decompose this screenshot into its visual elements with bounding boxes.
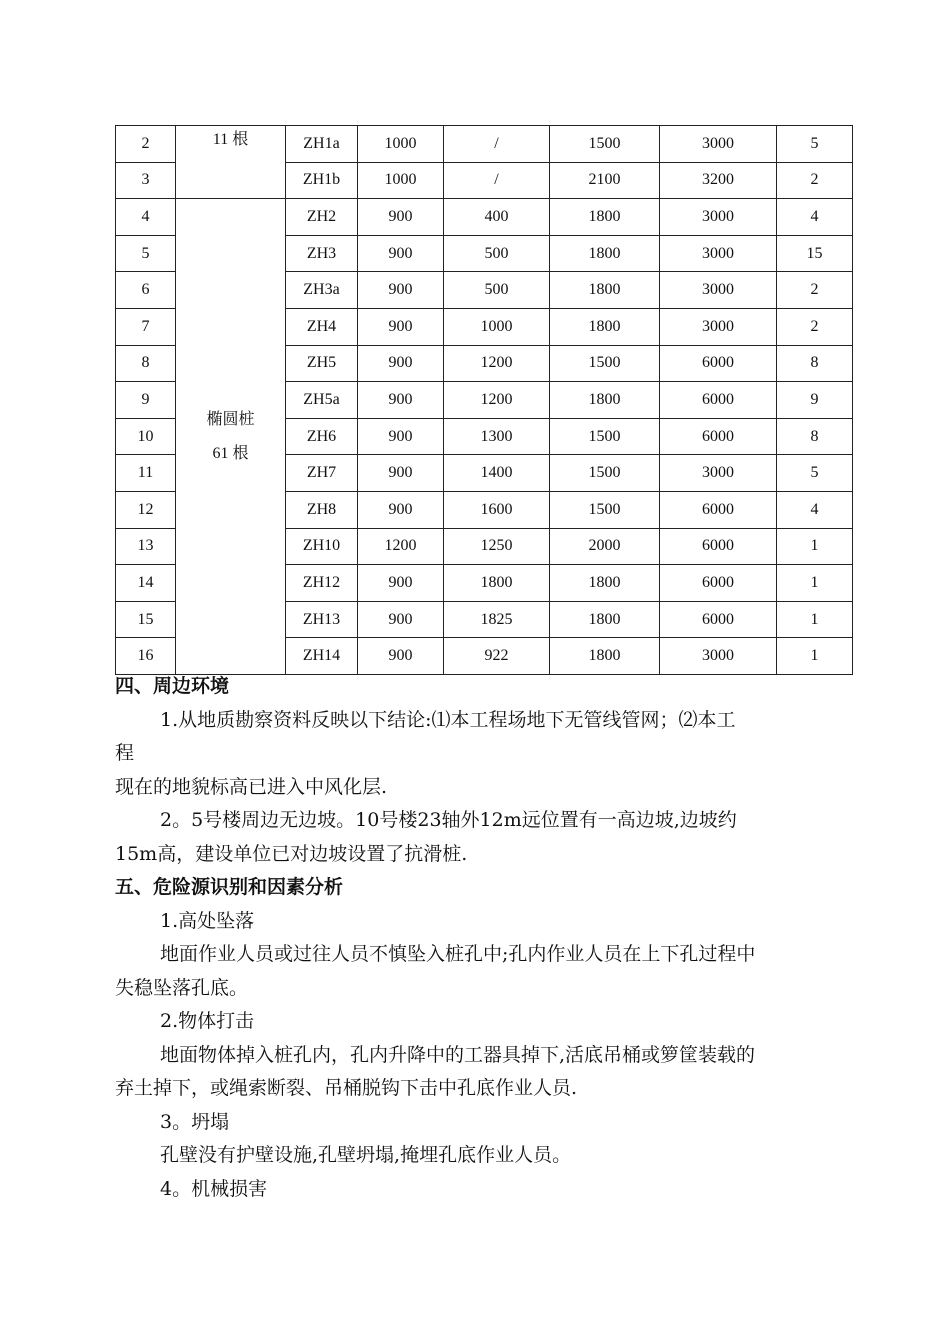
cell-no: 12	[116, 491, 176, 528]
cell-value: 1200	[358, 528, 444, 565]
group-count: 61 根	[212, 444, 249, 462]
cell-count: 15	[777, 235, 853, 272]
cell-code: ZH6	[286, 418, 358, 455]
cell-count: 8	[777, 345, 853, 382]
cell-no: 5	[116, 235, 176, 272]
cell-value: 900	[358, 308, 444, 345]
subheading-fall: 1.高处坠落	[160, 909, 255, 932]
cell-count: 4	[777, 199, 853, 236]
cell-value: 6000	[660, 382, 777, 419]
cell-value: 1500	[550, 455, 660, 492]
cell-group: 11 根	[176, 126, 286, 199]
cell-no: 14	[116, 565, 176, 602]
section-heading-environment: 四、周边环境	[115, 675, 230, 697]
cell-value: 3000	[660, 126, 777, 163]
cell-value: 6000	[660, 345, 777, 382]
cell-value: 1200	[444, 345, 550, 382]
paragraph-line: 地面作业人员或过往人员不慎坠入桩孔中;孔内作业人员在上下孔过程中	[160, 943, 756, 965]
cell-value: 1800	[550, 565, 660, 602]
paragraph-line: 地面物体掉入桩孔内，孔内升降中的工器具掉下,活底吊桶或箩筐装载的	[160, 1043, 756, 1066]
cell-value: 900	[358, 565, 444, 602]
paragraph-line: 15m高，建设单位已对边坡设置了抗滑桩.	[115, 842, 468, 865]
cell-no: 6	[116, 272, 176, 309]
cell-value: 900	[358, 455, 444, 492]
cell-count: 8	[777, 418, 853, 455]
cell-code: ZH10	[286, 528, 358, 565]
cell-code: ZH1a	[286, 126, 358, 163]
cell-value: 1250	[444, 528, 550, 565]
cell-value: /	[444, 126, 550, 163]
paragraph-line: 程	[115, 742, 135, 764]
cell-value: 1500	[550, 491, 660, 528]
cell-value: 2000	[550, 528, 660, 565]
cell-count: 4	[777, 491, 853, 528]
section-heading-hazards: 五、危险源识别和因素分析	[115, 876, 344, 898]
cell-count: 1	[777, 528, 853, 565]
cell-value: /	[444, 162, 550, 199]
cell-value: 900	[358, 491, 444, 528]
cell-value: 400	[444, 199, 550, 236]
cell-no: 9	[116, 382, 176, 419]
cell-value: 1500	[550, 418, 660, 455]
cell-value: 3000	[660, 308, 777, 345]
cell-count: 1	[777, 565, 853, 602]
cell-value: 900	[358, 272, 444, 309]
cell-no: 8	[116, 345, 176, 382]
cell-code: ZH3a	[286, 272, 358, 309]
cell-no: 2	[116, 126, 176, 163]
subheading-mechanical: 4。机械损害	[160, 1177, 268, 1200]
cell-value: 900	[358, 345, 444, 382]
table-row	[116, 126, 853, 163]
document-body	[115, 670, 865, 1206]
subheading-collapse: 3。坍塌	[160, 1110, 230, 1133]
cell-value: 900	[358, 601, 444, 638]
cell-code: ZH8	[286, 491, 358, 528]
cell-value: 900	[358, 418, 444, 455]
cell-code: ZH13	[286, 601, 358, 638]
cell-value: 1600	[444, 491, 550, 528]
cell-value: 6000	[660, 491, 777, 528]
cell-count: 5	[777, 126, 853, 163]
cell-value: 1825	[444, 601, 550, 638]
cell-no: 11	[116, 455, 176, 492]
cell-value: 3000	[660, 272, 777, 309]
cell-value: 3000	[660, 235, 777, 272]
cell-value: 900	[358, 382, 444, 419]
cell-value: 1800	[550, 235, 660, 272]
cell-no: 13	[116, 528, 176, 565]
table-row	[116, 199, 853, 236]
cell-value: 1000	[358, 126, 444, 163]
cell-value: 500	[444, 272, 550, 309]
cell-value: 3000	[660, 455, 777, 492]
paragraph-line: 2。5号楼周边无边坡。10号楼23轴外12m远位置有一高边坡,边坡约	[160, 809, 737, 831]
cell-code: ZH4	[286, 308, 358, 345]
cell-value: 900	[358, 235, 444, 272]
cell-value: 1500	[550, 126, 660, 163]
cell-count: 2	[777, 308, 853, 345]
cell-value: 1000	[444, 308, 550, 345]
cell-value: 6000	[660, 565, 777, 602]
cell-value: 6000	[660, 601, 777, 638]
cell-value: 3200	[660, 162, 777, 199]
cell-value: 1500	[550, 345, 660, 382]
cell-value: 900	[358, 638, 444, 675]
cell-value: 922	[444, 638, 550, 675]
pile-spec-table	[115, 125, 853, 675]
cell-count: 1	[777, 601, 853, 638]
cell-code: ZH7	[286, 455, 358, 492]
cell-code: ZH5	[286, 345, 358, 382]
cell-value: 6000	[660, 418, 777, 455]
cell-count: 9	[777, 382, 853, 419]
cell-value: 1800	[444, 565, 550, 602]
paragraph-line: 失稳坠落孔底。	[115, 976, 249, 999]
paragraph-line: 弃土掉下，或绳索断裂、吊桶脱钩下击中孔底作业人员.	[115, 1077, 578, 1099]
cell-value: 1800	[550, 272, 660, 309]
cell-value: 900	[358, 199, 444, 236]
cell-no: 4	[116, 199, 176, 236]
cell-code: ZH14	[286, 638, 358, 675]
cell-code: ZH5a	[286, 382, 358, 419]
cell-no: 10	[116, 418, 176, 455]
cell-count: 2	[777, 162, 853, 199]
cell-value: 1000	[358, 162, 444, 199]
cell-value: 1200	[444, 382, 550, 419]
group-name: 椭圆桩	[206, 410, 255, 428]
cell-value: 6000	[660, 528, 777, 565]
cell-value: 3000	[660, 638, 777, 675]
cell-value: 1800	[550, 308, 660, 345]
cell-no: 16	[116, 638, 176, 675]
cell-code: ZH2	[286, 199, 358, 236]
cell-no: 15	[116, 601, 176, 638]
cell-value: 3000	[660, 199, 777, 236]
cell-value: 2100	[550, 162, 660, 199]
paragraph-line: 孔壁没有护壁设施,孔壁坍塌,掩埋孔底作业人员。	[160, 1144, 572, 1166]
cell-count: 1	[777, 638, 853, 675]
paragraph-line: 现在的地貌标高已进入中风化层.	[115, 775, 388, 798]
cell-value: 1800	[550, 601, 660, 638]
cell-value: 1400	[444, 455, 550, 492]
subheading-object-strike: 2.物体打击	[160, 1010, 255, 1032]
cell-value: 1800	[550, 638, 660, 675]
cell-code: ZH12	[286, 565, 358, 602]
cell-count: 2	[777, 272, 853, 309]
cell-value: 500	[444, 235, 550, 272]
cell-no: 7	[116, 308, 176, 345]
cell-code: ZH3	[286, 235, 358, 272]
cell-count: 5	[777, 455, 853, 492]
cell-code: ZH1b	[286, 162, 358, 199]
paragraph-line: 1.从地质勘察资料反映以下结论:⑴本工程场地下无管线管网；⑵本工	[160, 708, 736, 731]
cell-value: 1800	[550, 382, 660, 419]
cell-value: 1300	[444, 418, 550, 455]
cell-group-elliptical	[176, 199, 286, 675]
cell-no: 3	[116, 162, 176, 199]
cell-value: 1800	[550, 199, 660, 236]
